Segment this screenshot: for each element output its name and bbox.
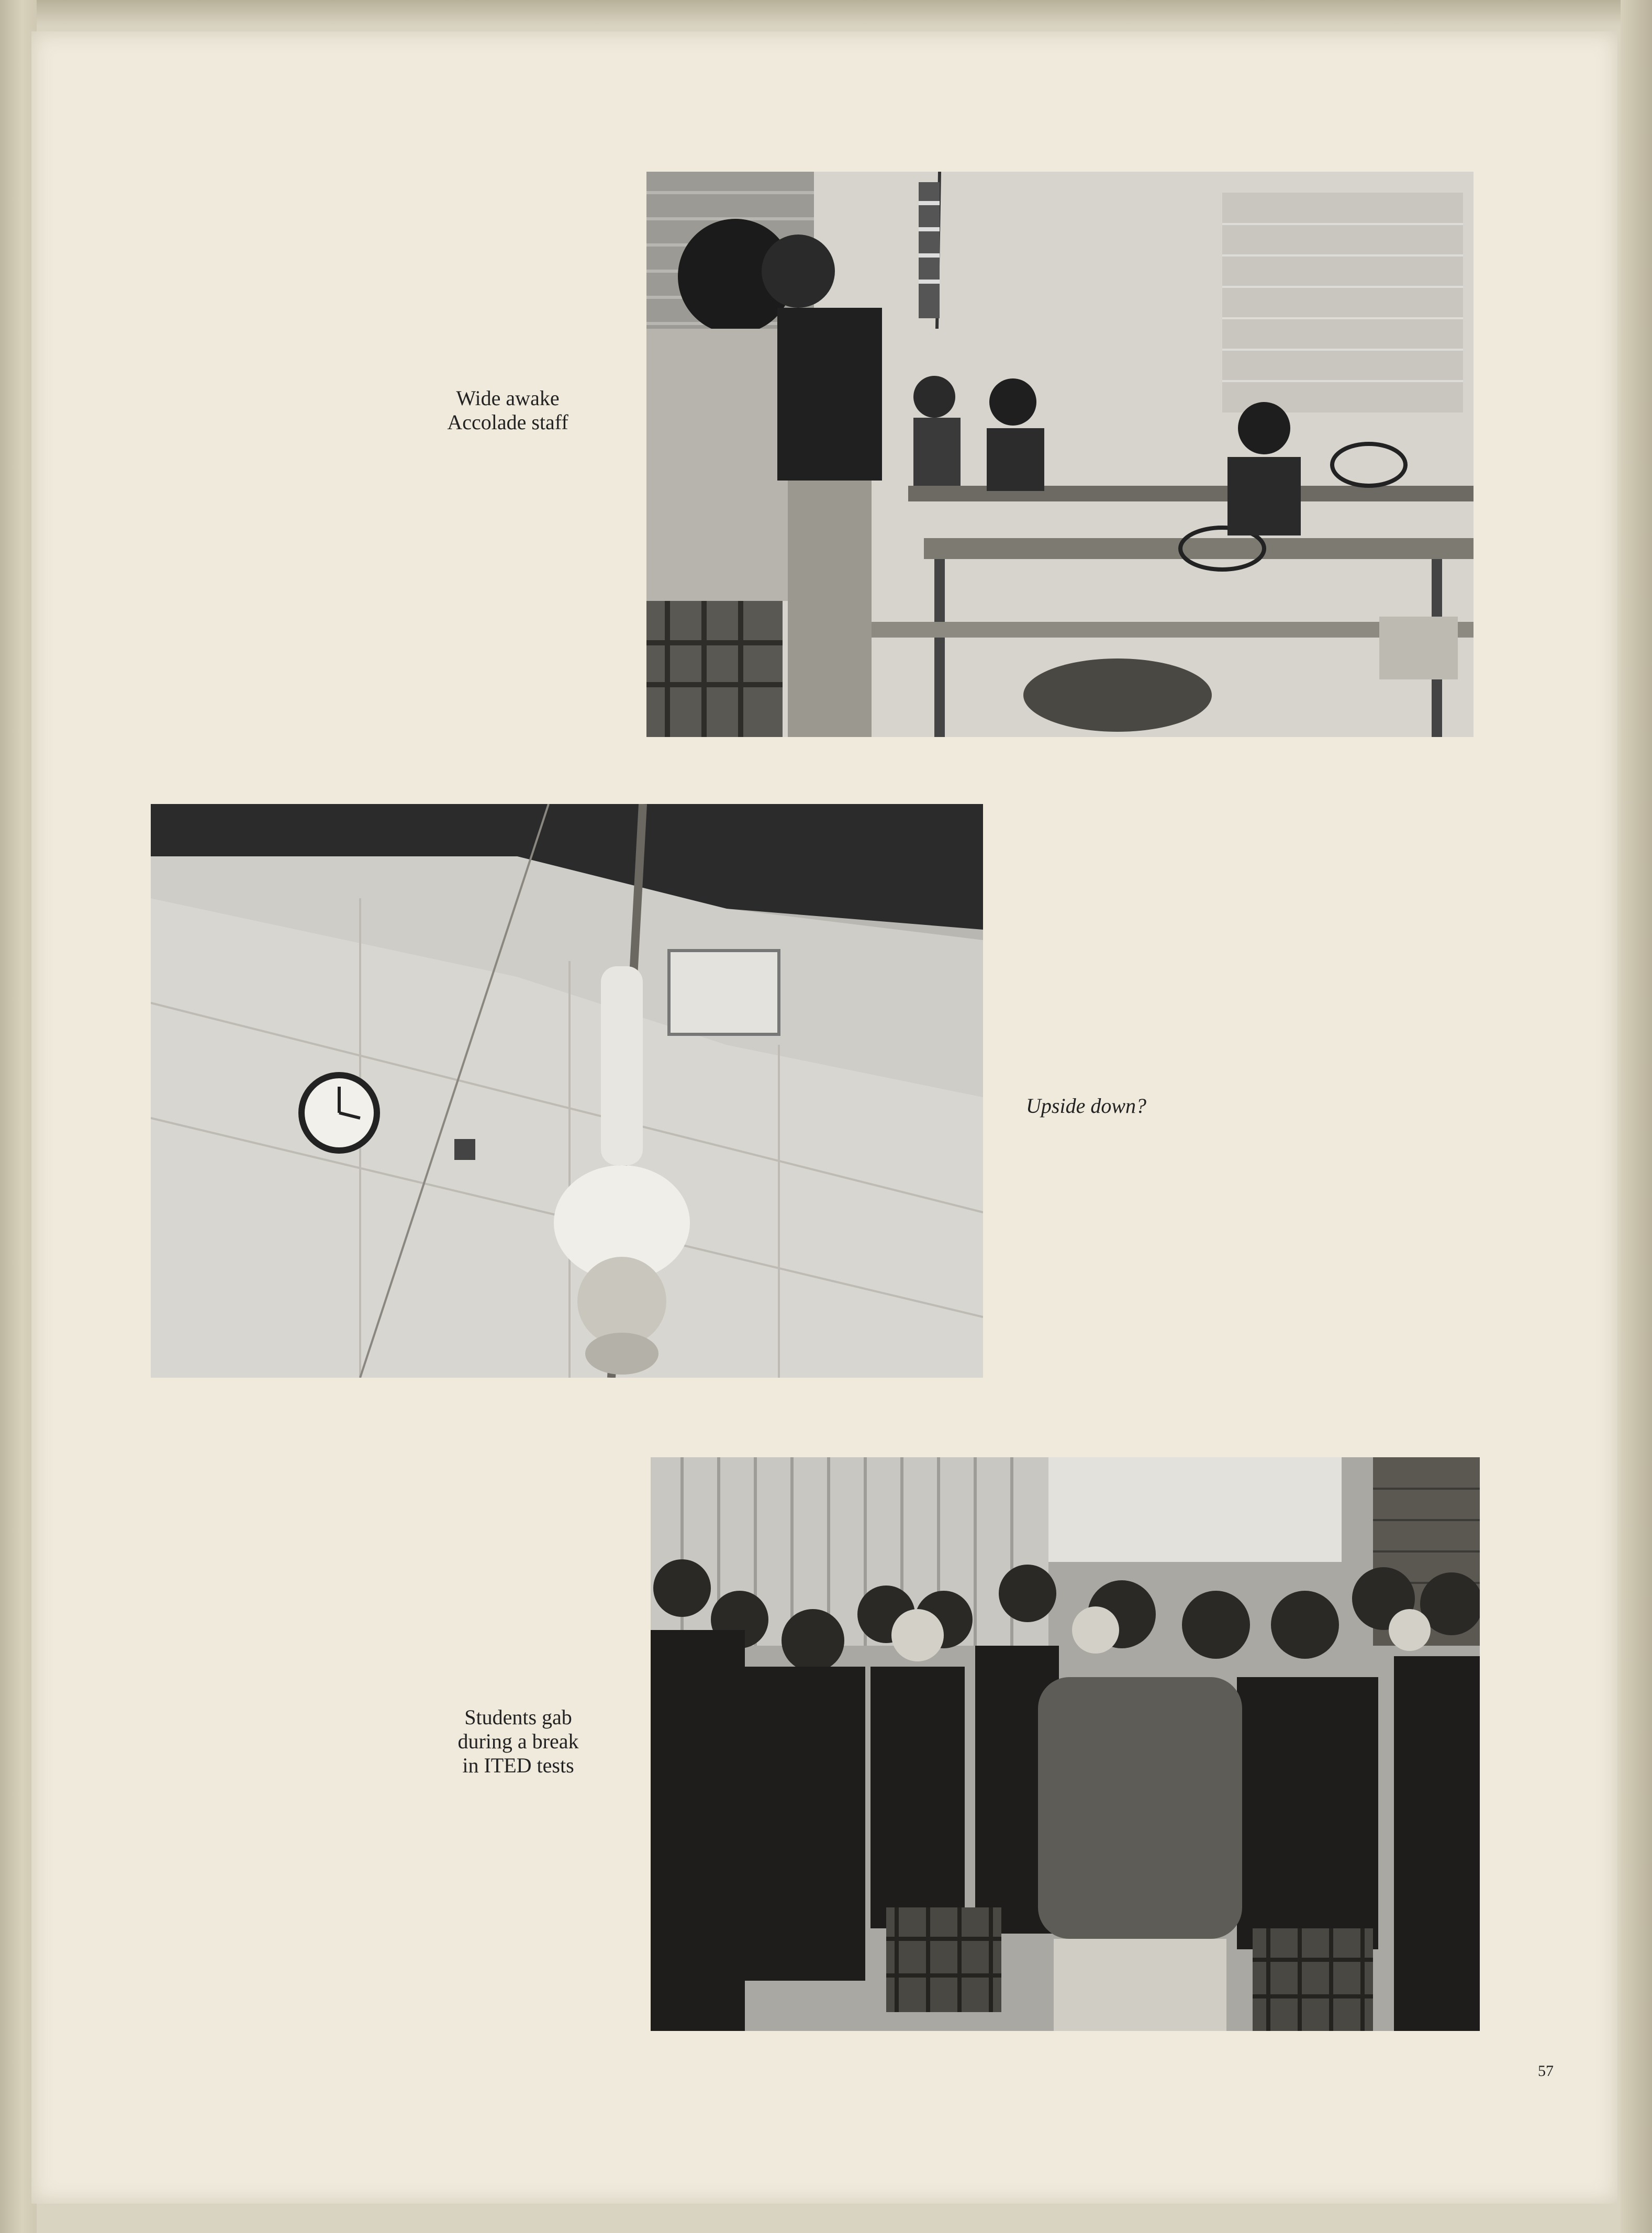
gym-image [151,804,983,1378]
caption-gym-rope: Upside down? [1026,1094,1146,1118]
photo-gym-rope [151,804,983,1378]
photo-classroom [646,172,1474,737]
photo-hallway [651,1457,1480,2031]
caption-hallway: Students gab during a break in ITED tests [457,1705,579,1777]
page-top-edge [0,0,1652,26]
caption-classroom: Wide awake Accolade staff [447,386,568,434]
hallway-image [651,1457,1480,2031]
yearbook-page [31,31,1617,2204]
page-binding-right [1621,0,1652,2233]
page-number: 57 [1538,2062,1554,2080]
classroom-image [646,172,1474,737]
